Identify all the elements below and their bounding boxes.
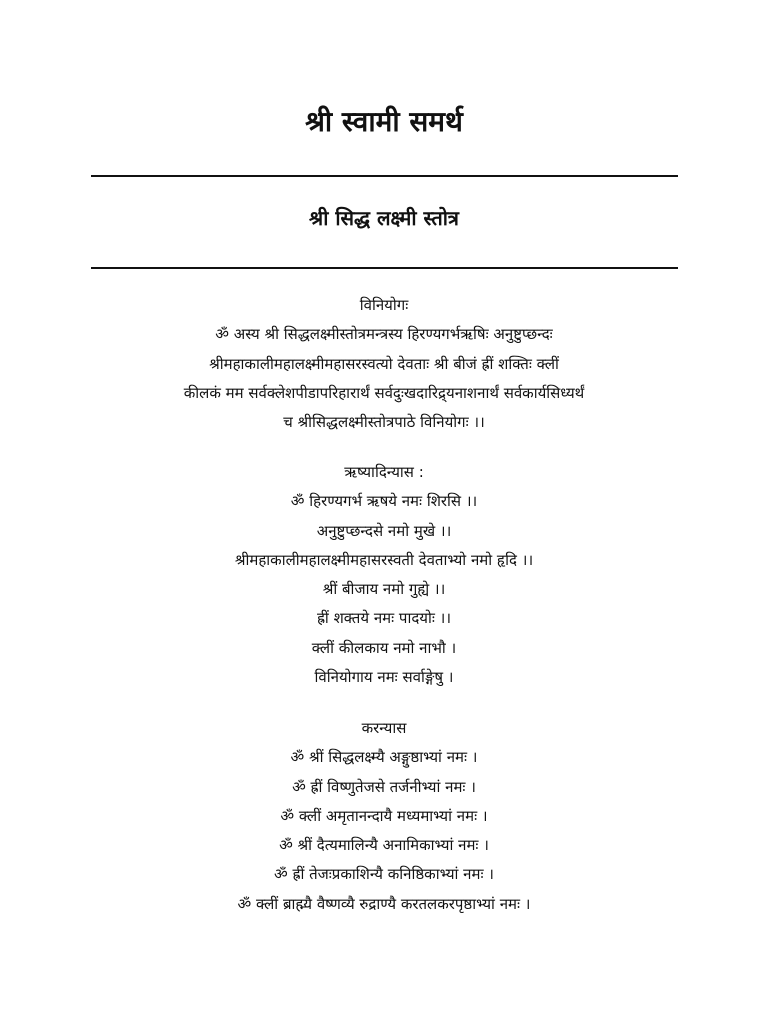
verse-line: श्रीं बीजाय नमो गुह्ये ।। bbox=[322, 580, 446, 599]
verse-line: ॐ अस्य श्री सिद्धलक्ष्मीस्तोत्रमन्त्रस्य हिरण्यगर्भऋषिः अनुष्टुप्छन्दः bbox=[215, 325, 553, 344]
verse-line: ॐ हिरण्यगर्भ ऋषये नमः शिरसि ।। bbox=[290, 492, 478, 511]
section-karanyasa bbox=[0, 714, 768, 919]
verse-line: कीलकं मम सर्वक्लेशपीडापरिहारार्थं सर्वदुःखदारिद्र्यनाशनार्थं सर्वकार्यसिध्यर्थं bbox=[183, 383, 585, 402]
section-heading: विनियोगः bbox=[359, 296, 409, 314]
verse-line: अनुष्टुप्छन्दसे नमो मुखे ।। bbox=[316, 521, 452, 540]
bottom-divider bbox=[91, 267, 678, 269]
section-heading: ऋष्यादिन्यास : bbox=[344, 463, 424, 481]
top-divider bbox=[91, 175, 678, 177]
verse-line: च श्रीसिद्धलक्ष्मीस्तोत्रपाठे विनियोगः ।। bbox=[283, 413, 485, 432]
verse-line: विनियोगाय नमः सर्वाङ्गेषु । bbox=[314, 668, 454, 687]
section-rishyadinyasa bbox=[0, 458, 768, 692]
verse-line: ॐ क्लीं अमृतानन्दायै मध्यमाभ्यां नमः । bbox=[280, 806, 488, 825]
verse-line: श्रीमहाकालीमहालक्ष्मीमहासरस्वत्यो देवताः श्री बीजं ह्रीं शक्तिः क्लीं bbox=[209, 354, 559, 373]
verse-line: श्रीमहाकालीमहालक्ष्मीमहासरस्वती देवताभ्यो नमो हृदि ।। bbox=[234, 550, 534, 569]
page-subtitle: श्री सिद्ध लक्ष्मी स्तोत्र bbox=[309, 206, 459, 230]
page-title: श्री स्वामी समर्थ bbox=[305, 105, 463, 138]
verse-line: ह्रीं शक्तये नमः पादयोः ।। bbox=[316, 609, 452, 628]
section-viniyoga bbox=[0, 291, 768, 437]
verse-line: ॐ श्रीं सिद्धलक्ष्म्यै अङ्गुष्ठाभ्यां नमः । bbox=[290, 748, 478, 767]
section-heading: करन्यास bbox=[361, 719, 407, 737]
verse-line: ॐ ह्रीं विष्णुतेजसे तर्जनीभ्यां नमः । bbox=[292, 777, 476, 796]
verse-line: क्लीं कीलकाय नमो नाभौ । bbox=[311, 638, 457, 657]
verse-line: ॐ ह्रीं तेजःप्रकाशिन्यै कनिष्ठिकाभ्यां नमः । bbox=[274, 865, 494, 884]
verse-line: ॐ श्रीं दैत्यमालिन्यै अनामिकाभ्यां नमः । bbox=[279, 836, 489, 855]
verse-line: ॐ क्लीं ब्राह्म्यै वैष्णव्यै रुद्राण्यै करतलकरपृष्ठाभ्यां नमः । bbox=[237, 894, 531, 913]
